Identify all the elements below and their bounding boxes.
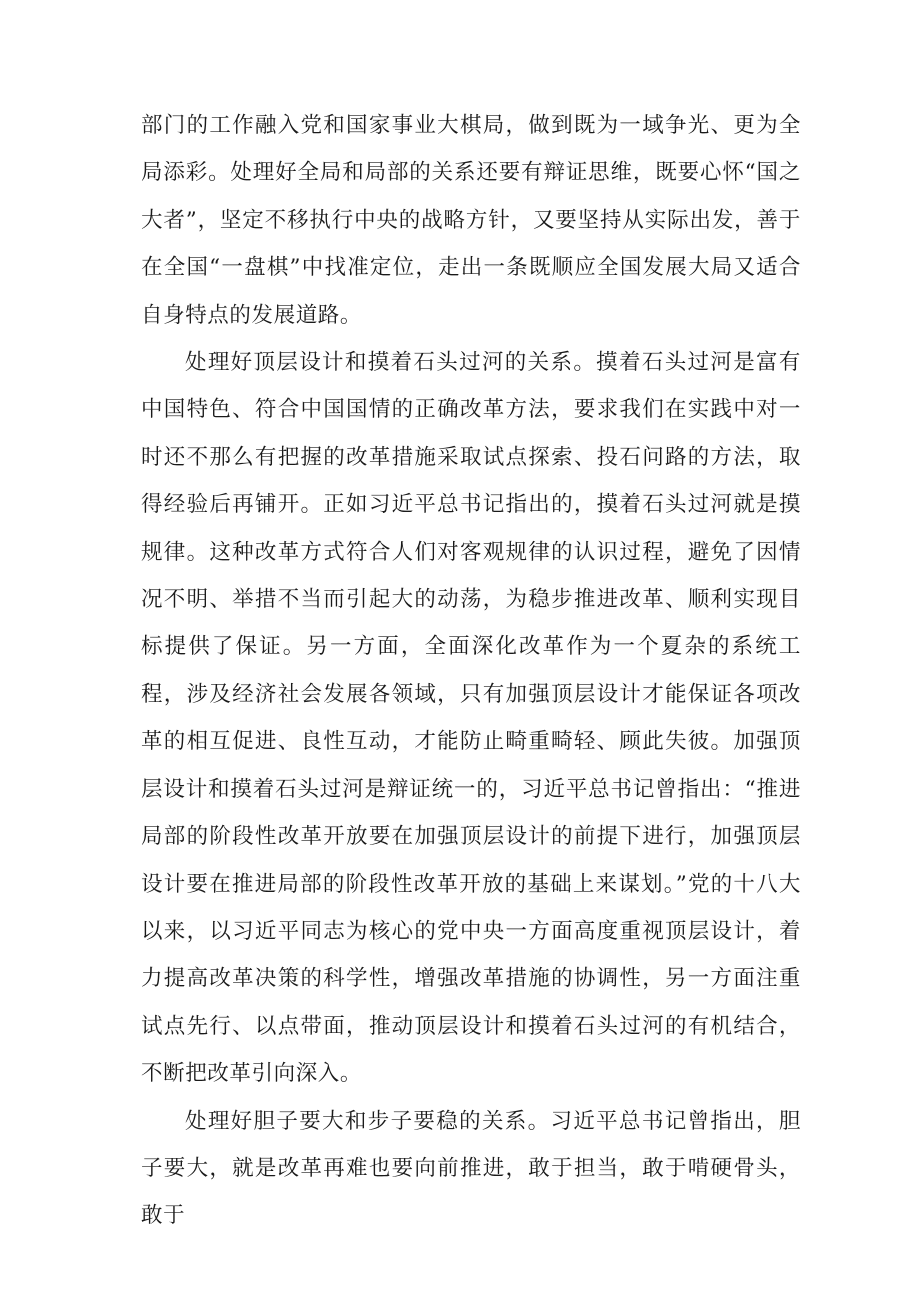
paragraph-global-local: 部门的工作融入党和国家事业大棋局，做到既为一域争光、更为全局添彩。处理好全局和局部的关系还要有辩证思维，既要心怀“国之大者”，坚定不移执行中央的战略方针，又要坚持从实际出发，善于在全国“一盘棋”中找准定位，走出一条既顺应全国发展大局又适合自身特点的发展道路。 — [141, 113, 801, 328]
paragraph-courage-steadiness: 处理好胆子要大和步子要稳的关系。习近平总书记曾指出，胆子要大，就是改革再难也要向前推进，敢于担当，敢于啃硬骨头，敢于 — [141, 1108, 801, 1229]
paragraph-top-level-design: 处理好顶层设计和摸着石头过河的关系。摸着石头过河是富有中国特色、符合中国国情的正确改革方法，要求我们在实践中对一时还不那么有把握的改革措施采取试点探索、投石问路的方法，取得经验后再铺开。正如习近平总书记指出的，摸着石头过河就是摸规律。这种改革方式符合人们对客观规律的认识过程，避免了因情况不明、举措不当而引起大的动荡，为稳步推进改革、顺利实现目标提供了保证。另一方面，全面深化改革作为一个夏杂的系统工程，涉及经济社会发展各领域，只有加强顶层设计才能保证各项改革的相互促进、良性互动，才能防止畸重畸轻、顾此失彼。加强顶层设计和摸着石头过河是辩证统一的，习近平总书记曾指出：“推进局部的阶段性改革开放要在加强顶层设计的前提下进行，加强顶层设计要在推进局部的阶段性改革开放的基础上来谋划。”党的十八大以来，以习近平同志为核心的党中央一方面高度重视顶层设计，着力提高改革决策的科学性，增强改革措施的协调性，另一方面注重试点先行、以点带面，推动顶层设计和摸着石头过河的有机结合，不断把改革引向深入。 — [141, 350, 801, 1087]
document-body — [141, 102, 801, 1240]
